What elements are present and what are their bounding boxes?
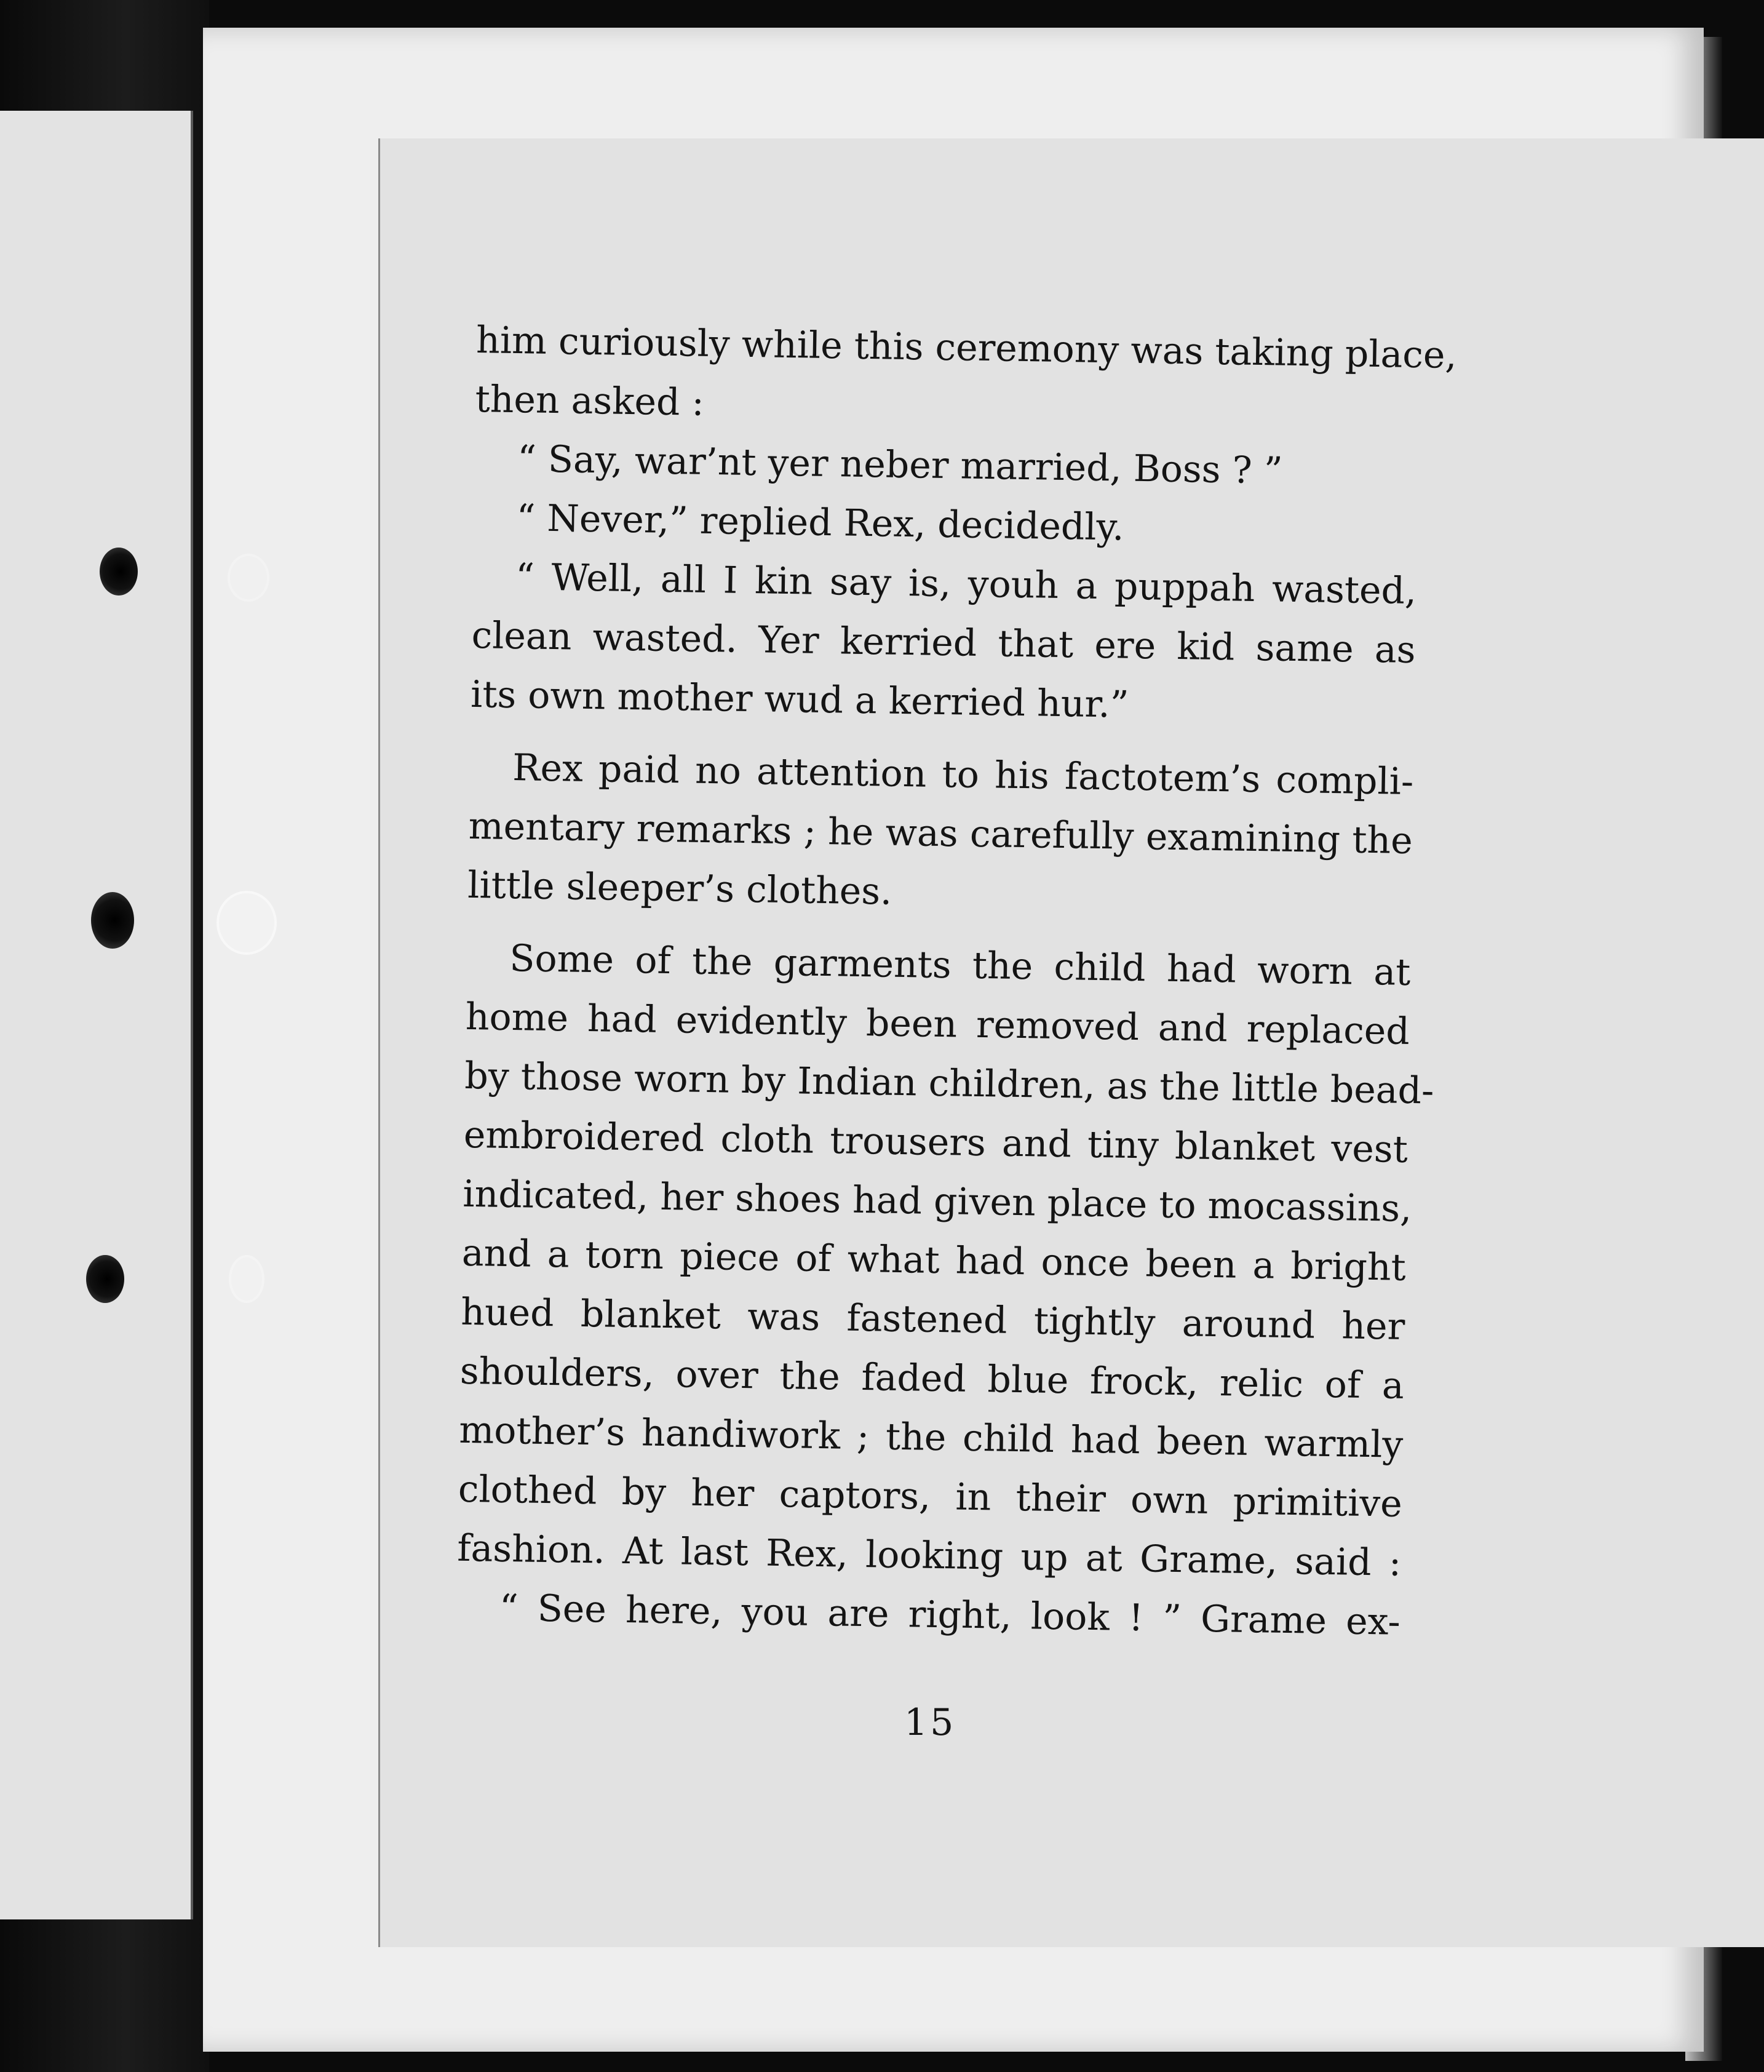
text-line: embroidered cloth trousers and tiny blanket vest xyxy=(463,1113,1408,1171)
text-line: fashion. At last Rex, looking up at Grame, said : xyxy=(456,1526,1402,1585)
text-line: him curiously while this ceremony was taking place, xyxy=(475,318,1458,378)
paragraph xyxy=(470,547,1416,739)
page-number: 15 xyxy=(904,1701,956,1744)
text-line: “ Never,” replied Rex, decidedly. xyxy=(516,496,1125,549)
punch-hole-ghost-top xyxy=(228,554,269,602)
text-line: mother’s handiwork ; the child had been warmly xyxy=(458,1408,1404,1467)
text-line: Rex paid no attention to his factotem’s compli- xyxy=(512,746,1414,804)
text-line: shoulders, over the faded blue frock, relic of a xyxy=(459,1349,1405,1408)
punch-hole-top xyxy=(100,548,138,596)
facing-page-edge xyxy=(0,111,193,1919)
text-line: mentary remarks ; he was carefully examining the xyxy=(468,804,1413,863)
paragraph xyxy=(467,738,1414,930)
text-line: clean wasted. Yer kerried that ere kid same as xyxy=(471,613,1416,672)
text-line: “ See here, you are right, look ! ” Grame ex- xyxy=(499,1586,1401,1644)
text-column xyxy=(456,311,1458,1652)
text-line: hued blanket was fastened tightly around her xyxy=(460,1290,1405,1349)
punch-hole-ghost-middle xyxy=(217,891,277,955)
text-line: Some of the garments the child had worn at xyxy=(509,936,1411,994)
text-line: home had evidently been removed and replaced xyxy=(465,995,1410,1053)
text-line: little sleeper’s clothes. xyxy=(467,863,892,914)
text-line: by those worn by Indian children, as the little bead- xyxy=(464,1054,1434,1113)
text-line: “ Well, all I kin say is, youh a puppah wasted, xyxy=(515,556,1417,613)
text-line: then asked : xyxy=(475,377,705,424)
text-line: its own mother wud a kerried hur.” xyxy=(470,672,1129,727)
text-line: clothed by her captors, in their own primitive xyxy=(458,1467,1403,1526)
paragraph xyxy=(456,928,1434,1593)
text-line: and a torn piece of what had once been a bright xyxy=(461,1231,1407,1289)
punch-hole-middle xyxy=(91,892,134,949)
punch-hole-ghost-bottom xyxy=(229,1255,264,1303)
punch-hole-bottom xyxy=(86,1255,124,1303)
paragraph xyxy=(475,311,1458,444)
text-line: “ Say, war’nt yer neber married, Boss ? ” xyxy=(517,437,1284,493)
text-line: indicated, her shoes had given place to mocassins, xyxy=(462,1172,1412,1231)
